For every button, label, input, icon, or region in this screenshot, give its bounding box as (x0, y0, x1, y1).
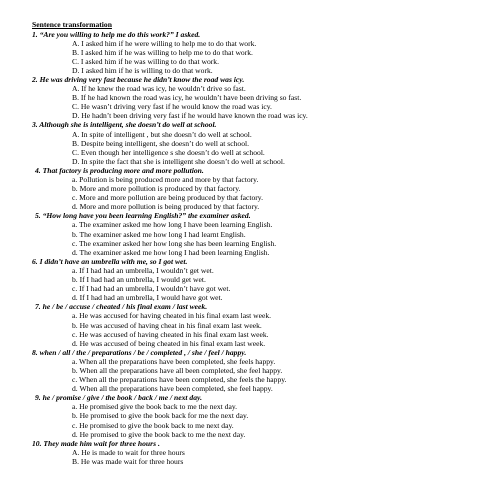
answer-option: b. If I had had an umbrella, I would get wet. (72, 275, 206, 285)
answer-option: a. He was accused for having cheated in his final exam last week. (72, 311, 272, 321)
answer-option: c. The examiner asked her how long she has been learning English. (72, 238, 277, 248)
question-block (32, 30, 472, 75)
answer-option: c. He was accused of having cheated in his final exam last week. (72, 329, 269, 339)
answer-option: D. He hadn’t been driving very fast if he would have known the road was icy. (72, 111, 308, 121)
question-stem: 3. Although she is intelligent, she doesn’t do well at school. (32, 120, 217, 130)
answer-option: C. He wasn’t driving very fast if he would know the road was icy. (72, 102, 272, 112)
document-heading: Sentence transformation (32, 20, 112, 29)
document-page (32, 20, 472, 466)
answer-option: b. He promised to give the book back for me the next day. (72, 411, 249, 421)
question-stem: 6. I didn’t have an umbrella with me, so I got wet. (32, 256, 188, 266)
answer-option: c. If I had had an umbrella, I wouldn’t have got wet. (72, 284, 231, 294)
answer-option: D. In spite the fact that she is intelligent she doesn’t do well at school. (72, 156, 285, 166)
answer-option: d. He promised to give the book back to me the next day. (72, 429, 246, 439)
question-block (32, 257, 472, 302)
answer-option: A. In spite of intelligent , but she doesn’t do well at school. (72, 129, 252, 139)
answer-option: A. I asked him if he were willing to help me to do that work. (72, 38, 257, 48)
question-stem: 9. he / promise / give / the book / back / me / next day. (35, 393, 202, 403)
answer-option: d. If I had had an umbrella, I would have got wet. (72, 293, 223, 303)
answer-option: A. He is made to wait for three hours (72, 447, 185, 457)
answer-option: D. I asked him if he is willing to do that work. (72, 65, 213, 75)
question-block (32, 393, 472, 438)
answer-option: C. I asked him if he was willing to do that work. (72, 56, 220, 66)
question-block (32, 439, 472, 466)
answer-option: a. When all the preparations have been completed, she feels happy. (72, 356, 276, 366)
question-stem: 10. They made him wait for three hours . (32, 438, 160, 448)
answer-option: a. Pollution is being produced more and more by that factory. (72, 175, 259, 184)
answer-option: c. He promised to give the book back to me next day. (72, 420, 234, 430)
question-stem: 7. he / be / accuse / cheated / his final exam / last week. (35, 302, 208, 312)
question-stem: 2. He was driving very fast because he didn’t know the road was icy. (32, 74, 245, 84)
answer-option: d. More and more pollution is being produced by that factory. (72, 202, 260, 212)
question-stem: 4. That factory is producing more and more pollution. (35, 165, 204, 175)
answer-option: d. When all the preparations have been completed, she feel happy. (72, 384, 273, 394)
answer-option: a. The examiner asked me how long I have been learning English. (72, 220, 273, 230)
answer-option: d. The examiner asked me how long I had been learning English. (72, 247, 270, 257)
answer-option: a. If I had had an umbrella, I wouldn’t get wet. (72, 265, 214, 275)
question-block (32, 120, 472, 165)
question-block (32, 166, 472, 211)
answer-option: A. If he knew the road was icy, he wouldn’t drive so fast. (72, 84, 246, 94)
answer-option: B. Despite being intelligent, she doesn’t do well at school. (72, 138, 250, 148)
answer-option: b. He was accused of having cheat in his final exam last week. (72, 320, 262, 330)
answer-option: b. The examiner asked me how long I had learnt English. (72, 229, 246, 239)
answer-option: b. When all the preparations have all been completed, she feel happy. (72, 365, 283, 375)
question-block (32, 302, 472, 347)
answer-option: c. When all the preparations have been completed, she feels the happy. (72, 375, 287, 385)
answer-option: d. He was accused of being cheated in his final exam last week. (72, 338, 266, 348)
question-stem: 1. “Are you willing to help me do this work?” I asked. (32, 29, 201, 39)
answer-option: B. If he had known the road was icy, he wouldn’t have been driving so fast. (72, 93, 302, 103)
answer-option: B. He was made wait for three hours (72, 456, 184, 466)
question-block (32, 211, 472, 256)
answer-option: C. Even though her intelligence s she doesn’t do well at school. (72, 147, 265, 157)
question-stem: 8. when / all / the / preparations / be / completed , / she / feel / happy. (32, 347, 247, 357)
answer-option: a. He promised give the book back to me the next day. (72, 402, 238, 412)
answer-option: c. More and more pollution are being produced by that factory. (72, 193, 263, 203)
question-stem: 5. “How long have you been learning English?” the examiner asked. (35, 211, 251, 221)
question-block (32, 348, 472, 393)
question-block (32, 75, 472, 120)
answer-option: b. More and more pollution is produced by that factory. (72, 184, 241, 194)
question-list (32, 30, 472, 467)
answer-option: B. I asked him if he was willing to help me to do that work. (72, 47, 253, 57)
